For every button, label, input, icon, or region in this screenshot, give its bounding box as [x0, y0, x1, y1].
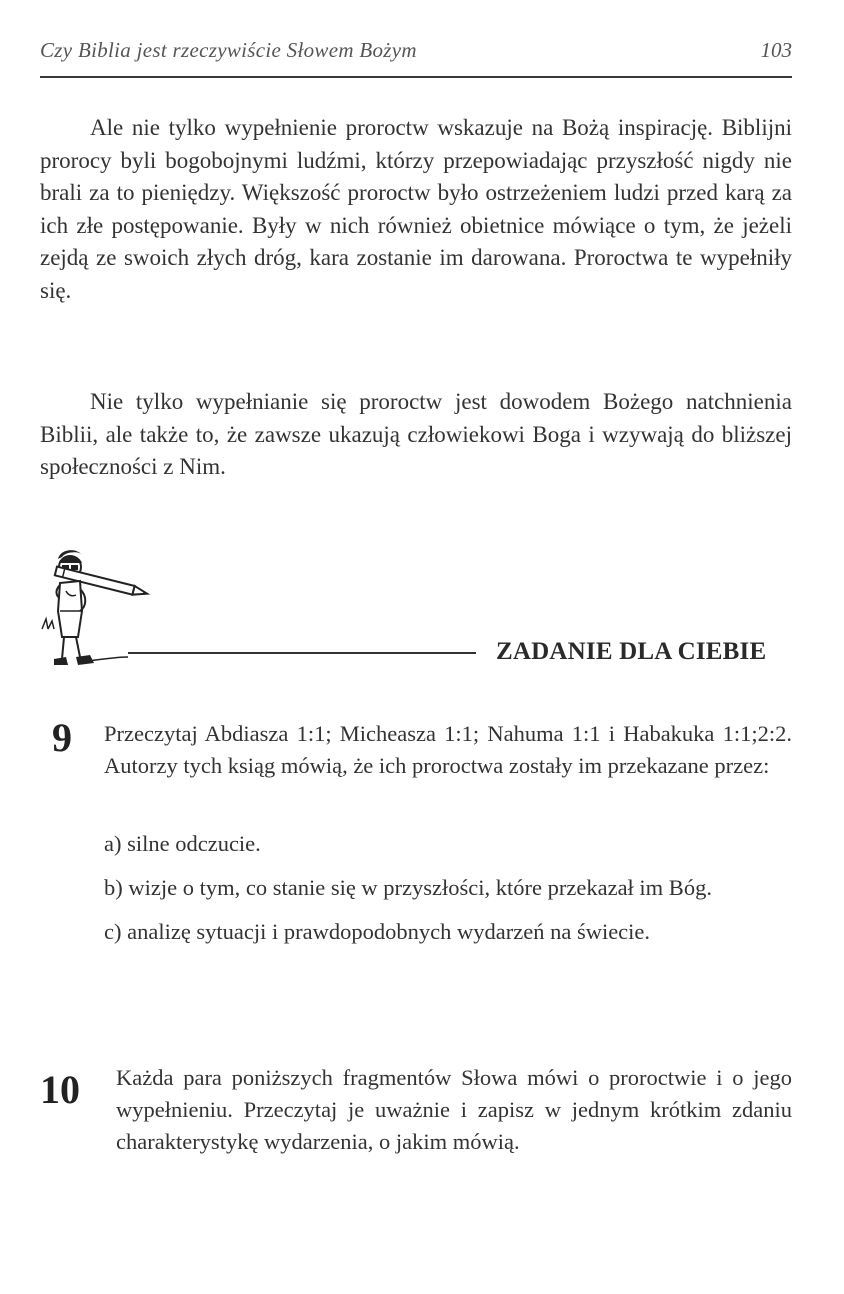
exercise-number: 9: [52, 715, 72, 760]
page-header: [40, 32, 792, 68]
cartoon-man-with-pencil-icon: [36, 545, 156, 675]
answer-options: [104, 828, 792, 960]
answer-option-a: a) silne odczucie.: [104, 831, 261, 856]
running-title: Czy Biblia jest rzeczywiście Słowem Bożym: [40, 38, 417, 62]
task-heading: ZADANIE DLA CIEBIE: [496, 638, 767, 665]
answer-option-b: b) wizje o tym, co stanie się w przyszłości, które przekazał im Bóg.: [104, 875, 712, 900]
task-divider: [128, 652, 476, 654]
answer-option-c: c) analizę sytuacji i prawdopodobnych wydarzeń na świecie.: [104, 919, 651, 944]
exercise-number: 10: [40, 1067, 80, 1112]
exercise-text: Każda para poniższych fragmentów Słowa mówi o proroctwie i o jego wypełnieniu. Przeczytaj je uważnie i zapisz w jednym krótkim zdaniu charakterystykę wydarzenia, o jakim mówią.: [116, 1065, 792, 1154]
page-number: 103: [760, 38, 792, 62]
body-paragraph-2: Nie tylko wypełnianie się proroctw jest dowodem Bożego natchnienia Biblii, ale także to, że zawsze ukazują człowiekowi Boga i wzywają do bliższej społeczności z Nim.: [40, 389, 792, 479]
header-rule: [40, 76, 792, 78]
body-paragraph-1: Ale nie tylko wypełnienie proroctw wskazuje na Bożą inspirację. Biblijni prorocy byli bogobojnymi ludźmi, którzy przepowiadając przyszłość nigdy nie brali za to pieniędzy. Większość proroctw było ostrzeżeniem ludzi przed karą za ich złe postępowanie. Były w nich również obietnice mówiące o tym, że jeżeli zejdą ze swoich złych dróg, kara zostanie im darowana. Proroctwa te wypełniły się.: [40, 115, 792, 303]
exercise-text: Przeczytaj Abdiasza 1:1; Micheasza 1:1; Nahuma 1:1 i Habakuka 1:1;2:2. Autorzy tych ksiąg mówią, że ich proroctwa zostały im przekazane przez:: [104, 721, 792, 778]
